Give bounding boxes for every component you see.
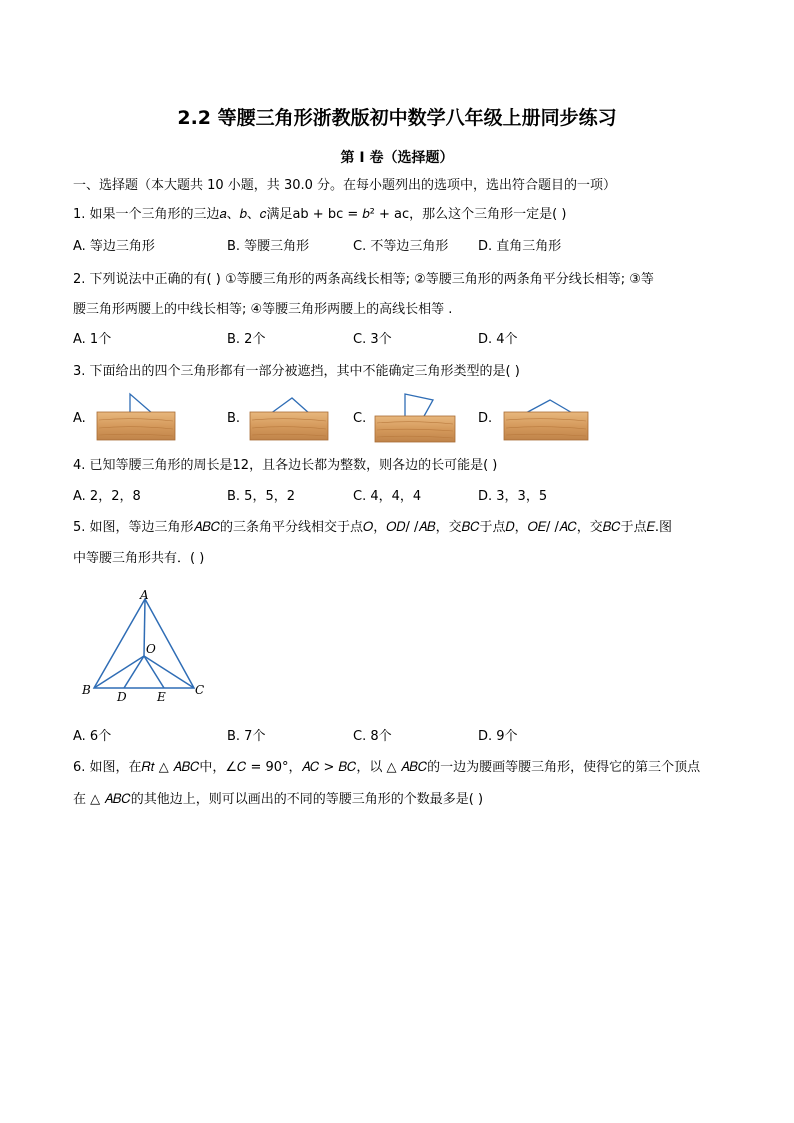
label-e: E [157, 690, 166, 704]
q2-option-a: A. 1个 [73, 332, 112, 347]
q1-option-d: D. 直角三角形 [478, 239, 562, 254]
q3-option-a: A. [73, 411, 86, 426]
q2-option-c: C. 3个 [353, 332, 392, 347]
q3-stem: 3. 下面给出的四个三角形都有一部分被遮挡，其中不能确定三角形类型的是( ) [73, 364, 520, 379]
q4-option-d: D. 3，3，5 [478, 489, 548, 504]
q2-stem-line2: 腰三角形两腰上的中线长相等; ④等腰三角形两腰上的高线长相等 . [73, 302, 453, 317]
section-intro: 一、选择题（本大题共 10 小题，共 30.0 分。在每小题列出的选项中，选出符合题目的一项） [73, 178, 617, 193]
label-c: C [195, 683, 205, 697]
q2-option-d: D. 4个 [478, 332, 518, 347]
q1-option-c: C. 不等边三角形 [353, 239, 449, 254]
q1-option-a: A. 等边三角形 [73, 239, 155, 254]
q3-figure-d [502, 394, 590, 442]
label-a: A [140, 588, 149, 602]
q2-stem-line1: 2. 下列说法中正确的有( ) ①等腰三角形的两条高线长相等; ②等腰三角形的两条角平分线长相等; ③等 [73, 272, 654, 287]
q4-option-c: C. 4，4，4 [353, 489, 422, 504]
q5-option-a: A. 6个 [73, 729, 112, 744]
q5-option-b: B. 7个 [227, 729, 266, 744]
q4-stem: 4. 已知等腰三角形的周长是12，且各边长都为整数，则各边的长可能是( ) [73, 458, 498, 473]
q6-stem-line2: 在 △ 𝐴𝐵𝐶的其他边上，则可以画出的不同的等腰三角形的个数最多是( ) [73, 792, 484, 807]
q6-stem-line1: 6. 如图，在𝑅𝑡 △ 𝐴𝐵𝐶中，∠𝐶 = 90°，𝐴𝐶 > 𝐵𝐶，以 △ 𝐴𝐵𝐶的一边为腰画等腰三角形，使得它的第三个顶点 [73, 760, 701, 775]
q3-figure-a [95, 392, 177, 442]
q4-option-a: A. 2，2，8 [73, 489, 141, 504]
page-title: 2.2 等腰三角形浙教版初中数学八年级上册同步练习 [177, 107, 617, 129]
q5-stem-line1: 5. 如图，等边三角形𝐴𝐵𝐶的三条角平分线相交于点𝑂，𝑂𝐷/ /𝐴𝐵，交𝐵𝐶于点𝐷，𝑂𝐸/ /𝐴𝐶，交𝐵𝐶于点𝐸.图 [73, 520, 673, 535]
label-d: D [117, 690, 127, 704]
q3-option-d: D. [478, 411, 493, 426]
q3-figure-b [248, 392, 330, 442]
q3-figure-c [373, 390, 457, 444]
q3-option-c: C. [353, 411, 367, 426]
q5-triangle-figure [76, 586, 216, 706]
volume-subtitle: 第 I 卷（选择题） [340, 150, 454, 166]
q1-stem: 1. 如果一个三角形的三边𝑎、𝑏、𝑐满足ab + bc = 𝑏² + ac，那么这个三角形一定是( ) [73, 207, 567, 222]
label-o: O [146, 642, 156, 656]
label-b: B [82, 683, 91, 697]
q2-option-b: B. 2个 [227, 332, 266, 347]
q4-option-b: B. 5，5，2 [227, 489, 295, 504]
q5-stem-line2: 中等腰三角形共有．( ) [73, 551, 205, 566]
q1-option-b: B. 等腰三角形 [227, 239, 310, 254]
q5-option-c: C. 8个 [353, 729, 392, 744]
q3-option-b: B. [227, 411, 241, 426]
q5-option-d: D. 9个 [478, 729, 518, 744]
